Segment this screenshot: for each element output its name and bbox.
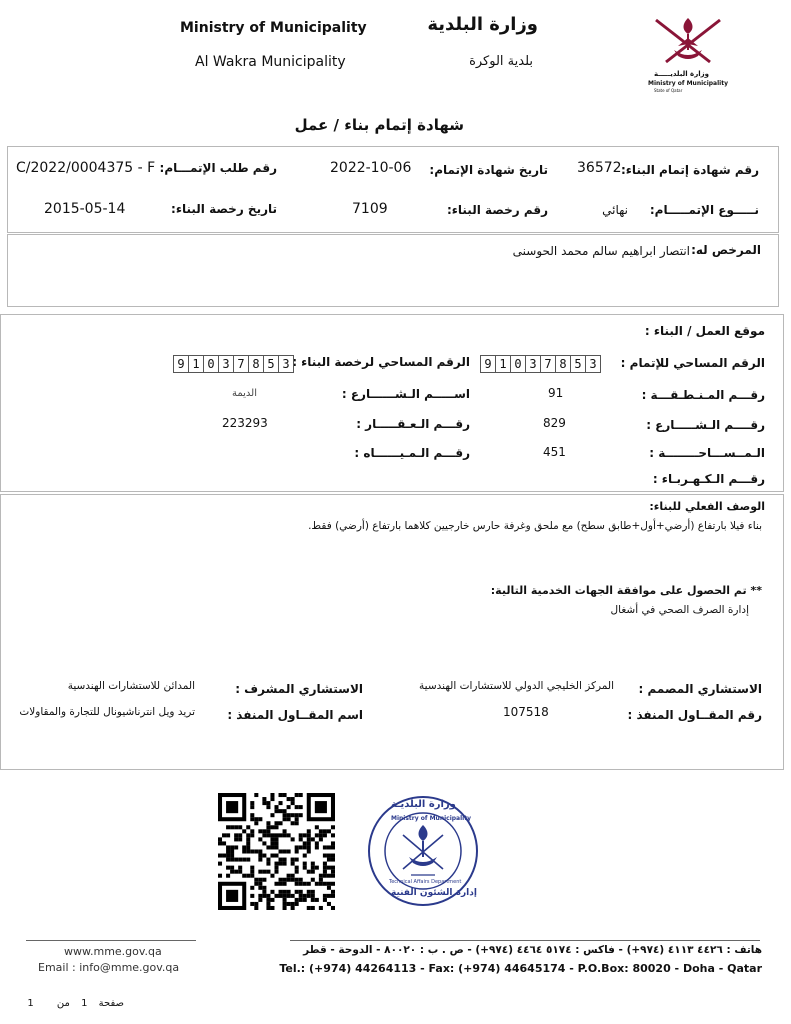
qr-code: [218, 793, 335, 910]
survey-completion-digits: [481, 355, 601, 373]
emblem-small-text: State of Qatar: [654, 88, 683, 93]
digit-box: 7: [233, 355, 249, 373]
location-heading: موقع العمل / البناء :: [644, 324, 765, 338]
property-no-value: 223293: [222, 416, 268, 430]
footer-website[interactable]: www.mme.gov.qa: [64, 945, 162, 958]
street-name-value: الديمة: [232, 388, 257, 399]
municipality-name-en: Al Wakra Municipality: [195, 54, 346, 70]
street-name-label: اســـــم الـشــــــارع :: [341, 387, 470, 401]
supervisor-value: المدائن للاستشارات الهندسية: [67, 680, 195, 692]
ministry-emblem: [648, 10, 728, 95]
of-label: من: [56, 998, 70, 1009]
cert-no-label: رقم شهادة إتمام البناء:: [621, 163, 759, 177]
digit-box: 1: [188, 355, 204, 373]
cert-no-value: 36572: [577, 160, 622, 176]
cert-date-value: 2022-10-06: [330, 160, 412, 176]
emblem-text-en: Ministry of Municipality: [648, 80, 728, 87]
supervisor-label: الاستشاري المشرف :: [235, 682, 363, 696]
page-total: 1: [27, 998, 34, 1009]
digit-box: 3: [218, 355, 234, 373]
licensee-name: انتصار ابراهيم سالم محمد الحوسنى: [512, 244, 690, 258]
street-no-value: 829: [543, 416, 566, 430]
footer-email[interactable]: Email : info@mme.gov.qa: [38, 961, 180, 974]
digit-box: 8: [248, 355, 264, 373]
digit-box: 1: [495, 355, 511, 373]
footer-contact-en: Tel.: (+974) 44264113 - Fax: (+974) 44645174 - P.O.Box: 80020 - Doha - Qatar: [279, 962, 762, 975]
zone-label: رقـــم المـنـطـقـــة :: [641, 388, 765, 402]
stamp-top-ar: وزارة البلديـة: [391, 799, 456, 810]
digit-box: 5: [570, 355, 586, 373]
footer-divider-left: [26, 940, 196, 941]
department-stamp: [367, 795, 479, 907]
permit-no-label: رقم رخصة البناء:: [446, 203, 548, 217]
survey-permit-digits: [174, 355, 294, 373]
location-box: [0, 314, 784, 492]
request-no-value: C/2022/0004375 - F: [16, 160, 156, 176]
approvals-heading: ** تم الحصول على موافقة الجهات الخدمية التالية:: [490, 584, 762, 597]
description-heading: الوصف الفعلي للبناء:: [649, 500, 765, 513]
footer-divider-right: [290, 940, 760, 941]
permit-date-label: تاريخ رخصة البناء:: [171, 202, 277, 216]
description-box: [0, 494, 784, 770]
contractor-no-label: رقم المقــاول المنفذ :: [627, 708, 762, 722]
digit-box: 0: [203, 355, 219, 373]
footer-contact-ar: هاتف : ٤٤٢٦ ٤١١٣ (٩٧٤+) - فاكس : ٥١٧٤ ٤٤٦٤ (٩٧٤+) - ص . ب : ٨٠٠٢٠ - الدوحة - قطر: [303, 944, 762, 956]
digit-box: 3: [278, 355, 294, 373]
designer-value: المركز الخليجي الدولي للاستشارات الهندسية: [419, 680, 614, 692]
qatar-emblem-icon: [648, 10, 728, 72]
description-text: بناء فيلا بارتفاع (أرضي+أول+طابق سطح) مع ملحق وغرفة حارس خارجيين كلاهما بارتفاع (أرضي) فقط.: [308, 520, 762, 532]
qr-code-icon: [218, 793, 335, 910]
permit-date-value: 2015-05-14: [44, 201, 126, 217]
page-label: صفحة: [98, 998, 124, 1009]
permit-no-value: 7109: [352, 201, 388, 217]
survey-completion-label: الرقم المساحي للإتمام :: [620, 356, 765, 370]
stamp-bottom-en: Technical Affairs Department: [389, 879, 462, 885]
page-title: شهادة إتمام بناء / عمل: [294, 116, 464, 134]
stamp-bottom-ar: إدارة الشئون الفنية: [391, 888, 477, 898]
digit-box: 9: [480, 355, 496, 373]
area-value: 451: [543, 445, 566, 459]
water-label: رقـــم الـمـيــــــاه :: [354, 446, 470, 460]
approvals-item: إدارة الصرف الصحي في أشغال: [610, 604, 749, 616]
digit-box: 3: [525, 355, 541, 373]
emblem-text-ar: وزارة البلديـــــة: [654, 70, 710, 78]
licensee-label: المرخص له:: [691, 243, 761, 257]
digit-box: 7: [540, 355, 556, 373]
contractor-no-value: 107518: [503, 705, 549, 719]
type-label: نـــــوع الإتمـــــام:: [649, 203, 759, 217]
ministry-name-en: Ministry of Municipality: [180, 20, 367, 36]
stamp-ring-en: Ministry of Municipality: [391, 815, 471, 822]
page-number: 1: [81, 998, 88, 1009]
survey-permit-label: الرقم المساحي لرخصة البناء :: [292, 355, 470, 369]
page-indicator: [14, 998, 124, 1009]
request-no-label: رقم طلب الإتمـــام:: [159, 161, 277, 175]
digit-box: 8: [555, 355, 571, 373]
contractor-name-value: تريد ويل انترناشيونال للتجارة والمقاولات: [19, 706, 195, 718]
digit-box: 0: [510, 355, 526, 373]
municipality-name-ar: بلدية الوكرة: [469, 54, 533, 69]
area-label: الـمــســـاحــــــــة :: [649, 446, 765, 460]
cert-date-label: تاريخ شهادة الإتمام:: [429, 163, 548, 177]
property-no-label: رقـــم الـعـقـــــار :: [356, 417, 470, 431]
contractor-name-label: اسم المقــاول المنفذ :: [227, 708, 363, 722]
digit-box: 9: [173, 355, 189, 373]
ministry-name-ar: وزارة البلدية: [427, 14, 538, 35]
street-no-label: رقــــم الـشـــــارع :: [646, 418, 765, 432]
digit-box: 3: [585, 355, 601, 373]
designer-label: الاستشاري المصمم :: [638, 682, 762, 696]
type-value: نهائي: [602, 203, 628, 217]
digit-box: 5: [263, 355, 279, 373]
electricity-label: رقـــم الـكـهـربـاء :: [652, 472, 765, 486]
zone-value: 91: [548, 386, 564, 400]
